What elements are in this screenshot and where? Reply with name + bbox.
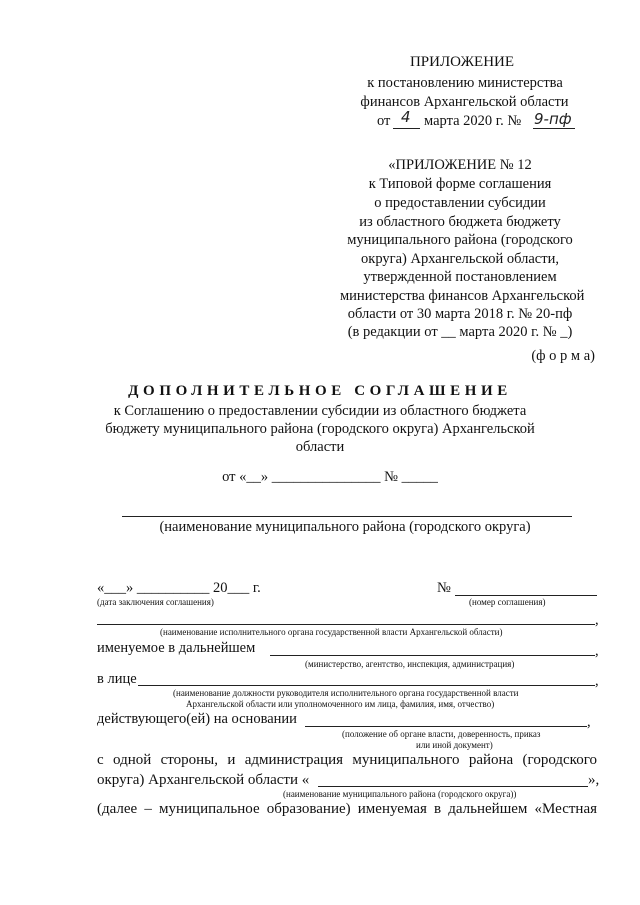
municipality-field-line [122, 516, 572, 517]
agreement-date-number: от «__» _______________ № _____ [222, 469, 438, 485]
appendix-12-line: о предоставлении субсидии [374, 195, 546, 211]
parties-paragraph-line-2: округа) Архангельской области « [97, 772, 310, 788]
administration-line [318, 786, 588, 787]
administration-caption: (наименование муниципального района (городского округа)) [283, 789, 517, 799]
head-caption-1: (наименование должности руководителя исполнительного органа государственной власти [173, 688, 519, 698]
parties-paragraph-line-3: (далее – муниципальное образование) именуемая в дальнейшем «Местная [97, 801, 597, 817]
agreement-number-line [455, 595, 597, 596]
basis-line [305, 726, 587, 727]
appendix-12-line: округа) Архангельской области, [361, 251, 559, 267]
agreement-subtitle-2: бюджету муниципального района (городского округа) Архангельской [105, 421, 535, 437]
appendix-line-2: финансов Архангельской области [360, 94, 569, 110]
appendix-12-line: муниципального района (городского [347, 232, 573, 248]
hereinafter-label: именуемое в дальнейшем [97, 640, 256, 656]
head-line [138, 685, 595, 686]
date-day-line [393, 128, 420, 129]
appendix-12-line: из областного бюджета бюджету [359, 214, 561, 230]
appendix-12-line: утвержденной постановлением [363, 269, 557, 285]
appendix-12-line: области от 30 марта 2018 г. № 20-пф [347, 306, 573, 322]
agreement-subtitle-3: области [295, 439, 345, 455]
appendix-12-line: «ПРИЛОЖЕНИЕ № 12 [388, 157, 532, 173]
appendix-12-line: к Типовой форме соглашения [368, 176, 552, 192]
date-caption: (дата заключения соглашения) [97, 597, 214, 607]
municipality-caption: (наименование муниципального района (городского округа) [159, 519, 531, 535]
number-line [533, 128, 575, 129]
date-rest: марта 2020 г. № [424, 113, 522, 129]
form-label: (ф о р м а) [531, 348, 595, 364]
date-prefix: от [377, 113, 391, 129]
agreement-subtitle-1: к Соглашению о предоставлении субсидии из областного бюджета [113, 403, 527, 419]
basis-caption-2: или иной документ) [416, 740, 493, 750]
executive-body-line [97, 624, 595, 625]
appendix-12-line: (в редакции от __ марта 2020 г. № _) [347, 324, 573, 340]
basis-caption-1: (положение об органе власти, доверенность, приказ [342, 729, 541, 739]
acting-label: действующего(ей) на основании [97, 711, 297, 727]
ministry-caption: (министерство, агентство, инспекция, администрация) [305, 659, 515, 669]
executive-caption: (наименование исполнительного органа государственной власти Архангельской области) [160, 627, 503, 637]
number-sign: № [437, 580, 451, 596]
person-label: в лице [97, 671, 137, 687]
number-handwritten: 9-пф [534, 110, 572, 128]
appendix-line-1: к постановлению министерства [367, 75, 563, 91]
agreement-title: ДОПОЛНИТЕЛЬНОЕ СОГЛАШЕНИЕ [128, 383, 512, 399]
parties-paragraph-line-2-end: », [588, 772, 600, 788]
parties-paragraph-line-1: с одной стороны, и администрация муниципального района (городского [97, 752, 597, 768]
appendix-12-line: министерства финансов Архангельской [340, 288, 585, 304]
number-caption: (номер соглашения) [469, 597, 546, 607]
agreement-date-field: «___» __________ 20___ г. [97, 580, 261, 596]
ministry-line [270, 655, 595, 656]
date-day-handwritten: 4 [401, 108, 411, 126]
appendix-title: ПРИЛОЖЕНИЕ [409, 54, 515, 70]
head-caption-2: Архангельской области или уполномоченного им лица, фамилия, имя, отчество) [186, 699, 495, 709]
